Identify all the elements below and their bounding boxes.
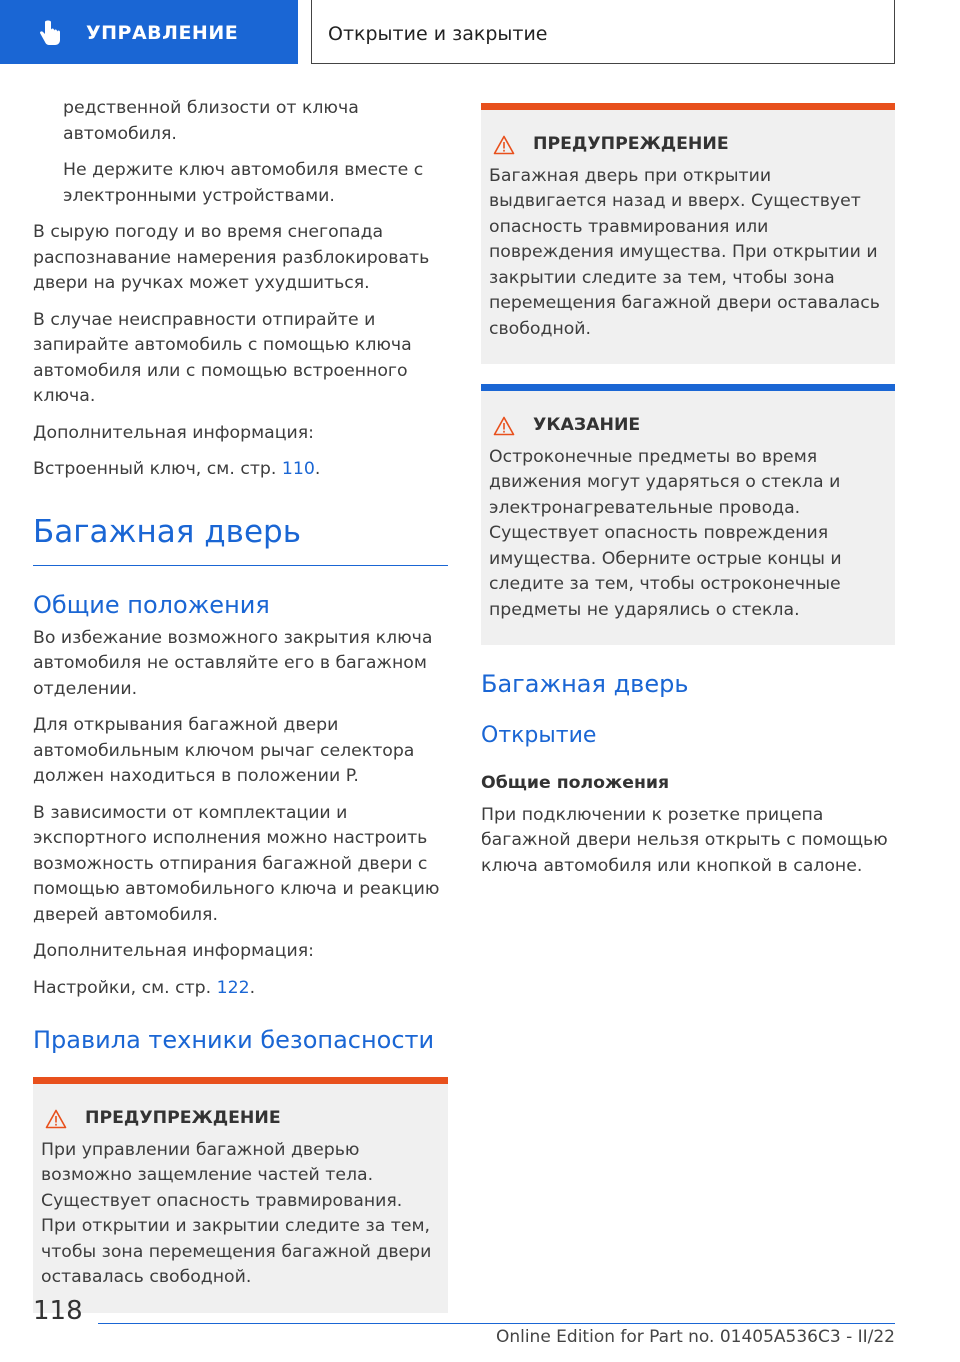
note-box	[481, 384, 895, 645]
reference-end: .	[249, 977, 256, 998]
page-link[interactable]: 122	[216, 977, 250, 998]
paragraph: В сырую погоду и во время снегопада распознавание намерения разблокировать двери на ручках может ухудшиться.	[33, 222, 430, 293]
hand-icon	[38, 20, 62, 46]
paragraph: редственной близости от ключа автомобиля.	[63, 98, 359, 144]
page-link[interactable]: 110	[281, 459, 315, 479]
footer-divider	[98, 1323, 895, 1324]
warning-title: ПРЕДУПРЕЖДЕНИЕ	[533, 134, 729, 154]
warning-box	[481, 103, 895, 364]
warning-triangle-icon	[493, 135, 515, 155]
paragraph: Не держите ключ автомобиля вместе с электронными устройствами.	[63, 160, 424, 206]
paragraph: Во избежание возможного закрытия ключа автомобиля не оставляйте его в багажном отделении.	[33, 627, 433, 699]
note-text: Остроконечные предметы во время движения могут ударяться о стекла и электронагревательные провода. Существует опасность повреждения имущества. Оберните острые концы и следите за тем, чтобы остроконечные предметы не ударялись о стекла.	[489, 446, 842, 620]
section-heading: Багажная дверь	[33, 513, 448, 566]
warning-triangle-icon	[45, 1109, 67, 1129]
warning-text: При управлении багажной дверью возможно защемление частей тела. Существует опасность травмирования. При открытии и закрытии следите за тем, чтобы зона перемещения багажной двери оставалась свободной.	[41, 1139, 432, 1287]
paragraph: В зависимости от комплектации и экспортного исполнения можно настроить возможность отпирания багажной двери с помощью автомобильного ключа и реакцию дверей автомобиля.	[33, 802, 440, 925]
subsection-heading: Багажная дверь	[481, 670, 689, 698]
paragraph: Для открывания багажной двери автомобильным ключом рычаг селектора должен находиться в положении P.	[33, 715, 415, 786]
page-title: Открытие и закрытие	[328, 23, 548, 45]
note-header	[489, 413, 887, 439]
warning-header	[41, 1106, 440, 1132]
warning-title: ПРЕДУПРЕЖДЕНИЕ	[85, 1108, 281, 1128]
page-number: 118	[33, 1296, 83, 1326]
paragraph: Дополнительная информация:	[33, 941, 314, 961]
paragraph: При подключении к розетке прицепа багажной двери нельзя открыть с помощью ключа автомобиля или кнопкой в салоне.	[481, 804, 888, 876]
warning-box	[33, 1077, 448, 1313]
subsection-heading: Общие положения	[33, 590, 270, 619]
minor-heading: Общие положения	[481, 773, 670, 793]
warning-triangle-icon	[493, 416, 515, 436]
left-column	[33, 96, 448, 1313]
paragraph: В случае неисправности отпирайте и запирайте автомобиль с помощью ключа автомобиля или с помощью встроенного ключа.	[33, 309, 412, 406]
reference-end: .	[314, 459, 321, 479]
subsection-heading: Правила техники безопасности	[33, 1026, 435, 1054]
warning-header	[489, 132, 887, 158]
edition-note: Online Edition for Part no. 01405A536C3 - II/22	[495, 1327, 895, 1347]
section-label: УПРАВЛЕНИЕ	[86, 22, 239, 44]
right-column	[481, 103, 895, 890]
note-title: УКАЗАНИЕ	[533, 415, 641, 435]
section-tab[interactable]	[0, 0, 298, 64]
paragraph: Дополнительная информация:	[33, 422, 314, 443]
cross-reference	[33, 976, 448, 1002]
subsection-heading: Открытие	[481, 723, 597, 748]
page-header	[311, 0, 895, 64]
warning-text: Багажная дверь при открытии выдвигается назад и вверх. Существует опасность травмирования или повреждения имущества. При открытии и закрытии следите за тем, чтобы зона перемещения багажной двери оставалась свободной.	[489, 165, 880, 339]
cross-reference	[33, 457, 448, 483]
reference-text: Встроенный ключ, см. стр.	[33, 459, 282, 479]
reference-text: Настройки, см. стр.	[33, 977, 217, 998]
